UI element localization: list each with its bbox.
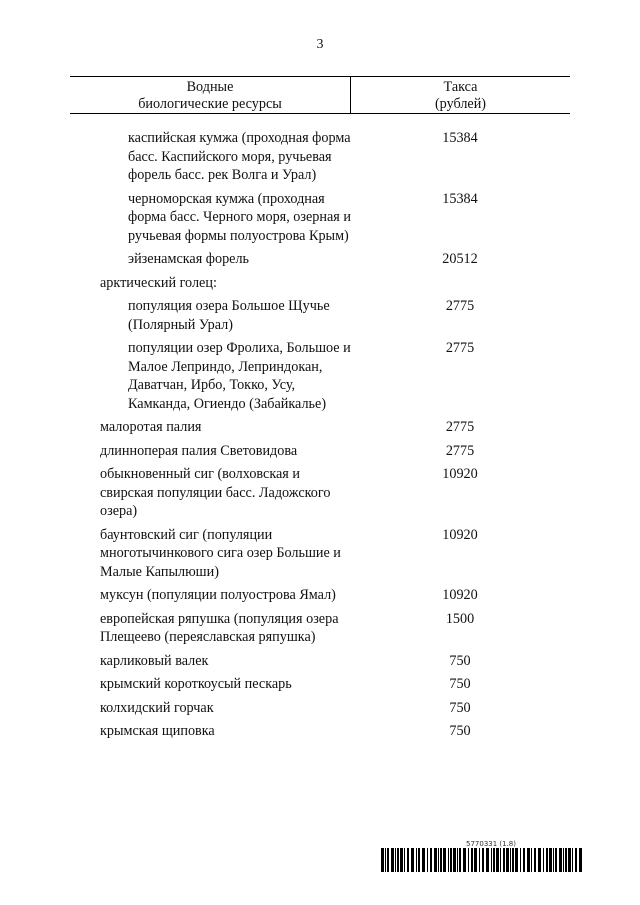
- table-row: [0, 339, 640, 413]
- header-tax-line1: Такса: [443, 79, 478, 95]
- tax-value: 10920: [442, 526, 478, 543]
- barcode-bar: [471, 848, 473, 872]
- tax-value: 2775: [445, 419, 475, 435]
- barcode-bar: [479, 848, 480, 872]
- barcode-bar: [385, 848, 386, 872]
- barcode-bar: [559, 848, 562, 872]
- barcode-bar: [486, 848, 489, 872]
- tax-value: 2775: [445, 442, 475, 459]
- resource-name: малоротая палия: [100, 419, 202, 435]
- resource-name: арктический голец:: [100, 274, 217, 291]
- barcode-label: 5770331 (1.8): [466, 840, 516, 848]
- barcode-bar: [534, 848, 536, 872]
- barcode-bar: [434, 848, 437, 872]
- barcode-bar: [496, 848, 499, 872]
- barcode-bar: [579, 848, 582, 872]
- resource-name: баунтовский сиг (популяции многотычинкового сига озер Большие и Малые Капылюши): [100, 526, 341, 580]
- barcode-bar: [459, 848, 461, 872]
- barcode-bar: [438, 848, 439, 872]
- page-number: 3: [316, 37, 324, 52]
- barcode-bar: [474, 848, 477, 872]
- barcode-bar: [381, 848, 384, 872]
- header-tax-column: [351, 79, 570, 113]
- barcode-bar: [397, 848, 399, 872]
- table-row: [0, 418, 640, 437]
- tax-value: 15384: [442, 130, 478, 146]
- tax-value: 750: [449, 652, 471, 669]
- table-row: [0, 129, 640, 185]
- tax-value: 2775: [445, 340, 475, 356]
- barcode-bar: [463, 848, 466, 872]
- barcode-bar: [563, 848, 564, 872]
- barcode-bar: [503, 848, 505, 872]
- barcode-bar: [427, 848, 428, 872]
- table-row: [0, 297, 640, 334]
- barcode-bar: [506, 848, 509, 872]
- barcode-bar: [395, 848, 396, 872]
- resource-name: крымский короткоусый пескарь: [100, 676, 292, 692]
- header-tax-line2: (рублей): [434, 96, 487, 112]
- tax-value: 10920: [442, 466, 478, 482]
- barcode-bar: [453, 848, 456, 872]
- barcode-bar: [387, 848, 389, 872]
- barcode-bar: [512, 848, 514, 872]
- resource-name: обыкновенный сиг (волховская и свирская популяции басс. Ладожского озера): [100, 466, 331, 519]
- barcode-bar: [440, 848, 442, 872]
- barcode-bar: [407, 848, 409, 872]
- barcode-bar: [468, 848, 469, 872]
- barcode-bar: [493, 848, 495, 872]
- table-row: [0, 250, 640, 269]
- resource-name: черноморская кумжа (проходная форма басс. Черного моря, озерная и ручьевая формы полуострова Крым): [128, 190, 351, 244]
- table-row: [0, 442, 640, 461]
- tax-value: 10920: [442, 587, 478, 603]
- tax-value: 1500: [445, 610, 475, 627]
- barcode-bar: [531, 848, 532, 872]
- barcode-bar: [523, 848, 525, 872]
- resource-name: популяции озер Фролиха, Большое и Малое Леприндо, Леприндокан, Даватчан, Ирбо, Токко, Усу, Камканда, Огиендо (Забайкалье): [128, 340, 351, 412]
- barcode-bar: [555, 848, 557, 872]
- tax-value: 15384: [442, 190, 478, 207]
- barcode-bar: [482, 848, 484, 872]
- resource-name: карликовый валек: [100, 652, 209, 669]
- resource-name: крымская щиповка: [100, 723, 215, 739]
- tax-value: 750: [449, 723, 471, 739]
- barcode-bar: [416, 848, 417, 872]
- barcode-bar: [411, 848, 414, 872]
- barcode-bar: [553, 848, 554, 872]
- barcode-bar: [500, 848, 501, 872]
- barcode-bar: [491, 848, 492, 872]
- barcode-bar: [418, 848, 420, 872]
- barcode-bar: [515, 848, 518, 872]
- barcode-bar: [520, 848, 521, 872]
- tax-value: 750: [449, 699, 471, 716]
- resource-name: популяция озера Большое Щучье (Полярный Урал): [128, 298, 330, 333]
- barcode: [381, 848, 586, 872]
- barcode-bar: [450, 848, 452, 872]
- table-row: [0, 722, 640, 741]
- barcode-bar: [430, 848, 432, 872]
- header-resources-line2: биологические ресурсы: [138, 96, 282, 112]
- table-row: [0, 526, 640, 582]
- resource-name: европейская ряпушка (популяция озера Плещеево (переяславская ряпушка): [100, 610, 339, 645]
- table-row: [0, 586, 640, 605]
- barcode-bar: [527, 848, 530, 872]
- barcode-bar: [572, 848, 573, 872]
- header-resources-line1: Водные: [186, 79, 234, 95]
- tax-value: 750: [449, 676, 471, 692]
- barcode-bar: [457, 848, 458, 872]
- table-body: [0, 129, 640, 746]
- barcode-bar: [391, 848, 394, 872]
- barcode-bar: [404, 848, 405, 872]
- tax-value: 20512: [442, 251, 478, 267]
- barcode-bar: [546, 848, 548, 872]
- table-row: [0, 465, 640, 521]
- header-resources-column: [70, 79, 350, 113]
- resource-name: эйзенамская форель: [128, 251, 250, 267]
- table-row: [0, 675, 640, 694]
- table-row: [0, 610, 640, 647]
- barcode-bar: [549, 848, 552, 872]
- barcode-bar: [568, 848, 571, 872]
- resource-name: каспийская кумжа (проходная форма басс. Каспийского моря, ручьевая форель басс. рек Волга и Урал): [128, 130, 351, 183]
- barcode-bar: [510, 848, 511, 872]
- barcode-bar: [543, 848, 544, 872]
- resource-name: муксун (популяции полуострова Ямал): [100, 587, 336, 603]
- resource-name: длинноперая палия Световидова: [100, 442, 298, 459]
- barcode-bar: [443, 848, 446, 872]
- barcode-bar: [422, 848, 425, 872]
- barcode-bar: [448, 848, 449, 872]
- table-row: [0, 190, 640, 246]
- table-row: [0, 652, 640, 671]
- table-row: [0, 274, 640, 293]
- table-header: [70, 76, 570, 114]
- barcode-bar: [400, 848, 403, 872]
- barcode-bar: [538, 848, 541, 872]
- barcode-bar: [575, 848, 577, 872]
- barcode-bar: [565, 848, 567, 872]
- resource-name: колхидский горчак: [100, 699, 214, 716]
- tax-value: 2775: [445, 298, 475, 314]
- table-row: [0, 699, 640, 718]
